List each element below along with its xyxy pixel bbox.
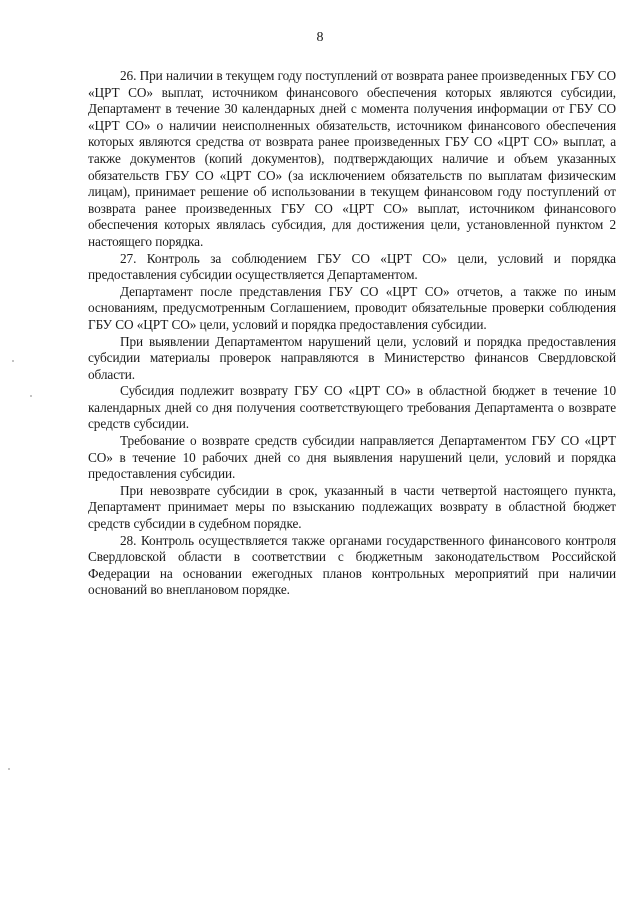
paragraph-27-court: При невозврате субсидии в срок, указанный в части четвертой настоящего пункта, Департамент принимает меры по взысканию подлежащих возврату в областной бюджет средств субсидии в судебном порядке. [88, 482, 616, 532]
scan-speck [8, 768, 10, 770]
page-number: 8 [316, 30, 324, 45]
scan-speck [30, 395, 32, 397]
paragraph-27: 27. Контроль за соблюдением ГБУ СО «ЦРТ СО» цели, условий и порядка предоставления субсидии осуществляется Департаментом. [88, 250, 616, 283]
document-body [88, 68, 616, 599]
paragraph-26: 26. При наличии в текущем году поступлений от возврата ранее произведенных ГБУ СО «ЦРТ СО» выплат, источником финансового обеспечения которых являются субсидии, Департамент в течение 30 календарных дней с момента получения информации от ГБУ СО «ЦРТ СО» о наличии неисполненных обязательств, источником финансового обеспечения которых являются средства от возврата ранее произведенных ГБУ СО «ЦРТ СО» выплат, а также документов (копий документов), подтверждающих наличие и объем указанных обязательств ГБУ СО «ЦРТ СО» (за исключением обязательств по выплатам физическим лицам), принимает решение об использовании в текущем финансовом году поступлений от возврата ранее произведенных ГБУ СО «ЦРТ СО» выплат, источником финансового обеспечения которых являлась субсидия, для достижения цели, установленной пунктом 2 настоящего порядка. [88, 68, 616, 249]
paragraph-28: 28. Контроль осуществляется также органами государственного финансового контроля Свердловской области в соответствии с бюджетным законодательством Российской Федерации на основании ежегодных планов контрольных мероприятий при наличии оснований во внеплановом порядке. [88, 532, 616, 598]
paragraph-27-inspections: Департамент после представления ГБУ СО «ЦРТ СО» отчетов, а также по иным основаниям, предусмотренным Соглашением, проводит обязательные проверки соблюдения ГБУ СО «ЦРТ СО» цели, условий и порядка предоставления субсидии. [88, 283, 616, 332]
scan-speck [12, 360, 14, 362]
paragraph-27-refund: Субсидия подлежит возврату ГБУ СО «ЦРТ СО» в областной бюджет в течение 10 календарных дней со дня получения соответствующего требования Департамента о возврате средств субсидии. [88, 383, 616, 432]
paragraph-27-violations: При выявлении Департаментом нарушений цели, условий и порядка предоставления субсидии материалы проверок направляются в Министерство финансов Свердловской области. [88, 333, 616, 382]
paragraph-27-demand: Требование о возврате средств субсидии направляется Департаментом ГБУ СО «ЦРТ СО» в течение 10 рабочих дней со дня выявления нарушений цели, условий и порядка предоставления субсидии. [88, 433, 616, 482]
